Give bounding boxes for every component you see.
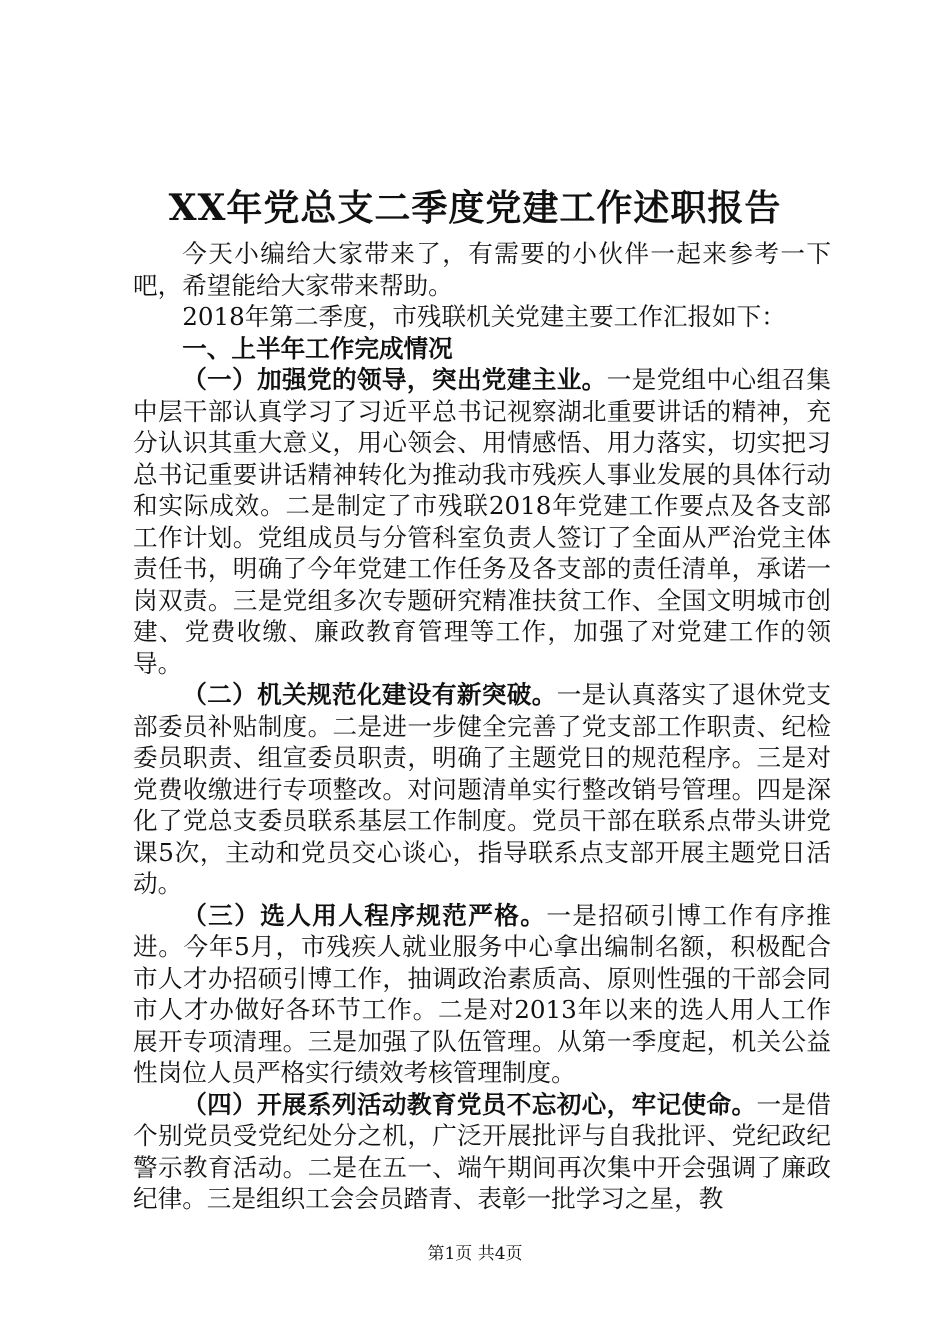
document-body — [133, 238, 831, 1215]
section-heading: 一、上半年工作完成情况 — [182, 333, 453, 363]
paragraph-text: 一是招硕引博工作有序推进。今年5月，市残疾人就业服务中心拿出编制名额，积极配合市人才办招硕引博工作，抽调政治素质高、原则性强的干部会同市人才办做好各环节工作。二是对2013年以来的选人用人工作展开专项清理。三是加强了队伍管理。从第一季度起，机关公益性岗位人员严格实行绩效考核管理制度。 — [133, 900, 831, 1087]
paragraph-text: 一是认真落实了退休党支部委员补贴制度。二是进一步健全完善了党支部工作职责、纪检委员职责、组宣委员职责，明确了主题党日的规范程序。三是对党费收缴进行专项整改。对问题清单实行整改销号管理。四是深化了党总支委员联系基层工作制度。党员干部在联系点带头讲党课5次，主动和党员交心谈心，指导联系点支部开展主题党日活动。 — [133, 680, 831, 898]
paragraph-lead: （四）开展系列活动教育党员不忘初心，牢记使命。 — [182, 1089, 757, 1119]
intro-paragraph: 2018年第二季度，市残联机关党建主要工作汇报如下： — [182, 302, 786, 331]
body-paragraph — [133, 900, 831, 1089]
paragraph-text: 一是借个别党员受党纪处分之机，广泛开展批评与自我批评、党纪政纪警示教育活动。二是在五一、端午期间再次集中开会强调了廉政纪律。三是组织工会会员踏青、表彰一批学习之星，教 — [133, 1089, 831, 1213]
page-footer: 第1页 共4页 — [427, 1244, 523, 1264]
paragraph-lead: （一）加强党的领导，突出党建主业。 — [182, 365, 607, 394]
intro-paragraph: 今天小编给大家带来了，有需要的小伙伴一起来参考一下吧，希望能给大家带来帮助。 — [133, 239, 831, 300]
document-title: XX年党总支二季度党建工作述职报告 — [168, 187, 782, 229]
paragraph-lead: （三）选人用人程序规范严格。 — [182, 900, 547, 930]
paragraph-text: 一是党组中心组召集中层干部认真学习了习近平总书记视察湖北重要讲话的精神，充分认识其重大意义，用心领会、用情感悟、用力落实，切实把习总书记重要讲话精神转化为推动我市残疾人事业发展的具体行动和实际成效。二是制定了市残联2018年党建工作要点及各支部工作计划。党组成员与分管科室负责人签订了全面从严治党主体责任书，明确了今年党建工作任务及各支部的责任清单，承诺一岗双责。三是党组多次专题研究精准扶贫工作、全国文明城市创建、党费收缴、廉政教育管理等工作，加强了对党建工作的领导。 — [133, 365, 831, 678]
body-paragraph — [133, 679, 831, 900]
body-paragraph — [133, 1089, 831, 1215]
body-paragraph — [133, 364, 831, 679]
paragraph-lead: （二）机关规范化建设有新突破。 — [182, 680, 557, 709]
